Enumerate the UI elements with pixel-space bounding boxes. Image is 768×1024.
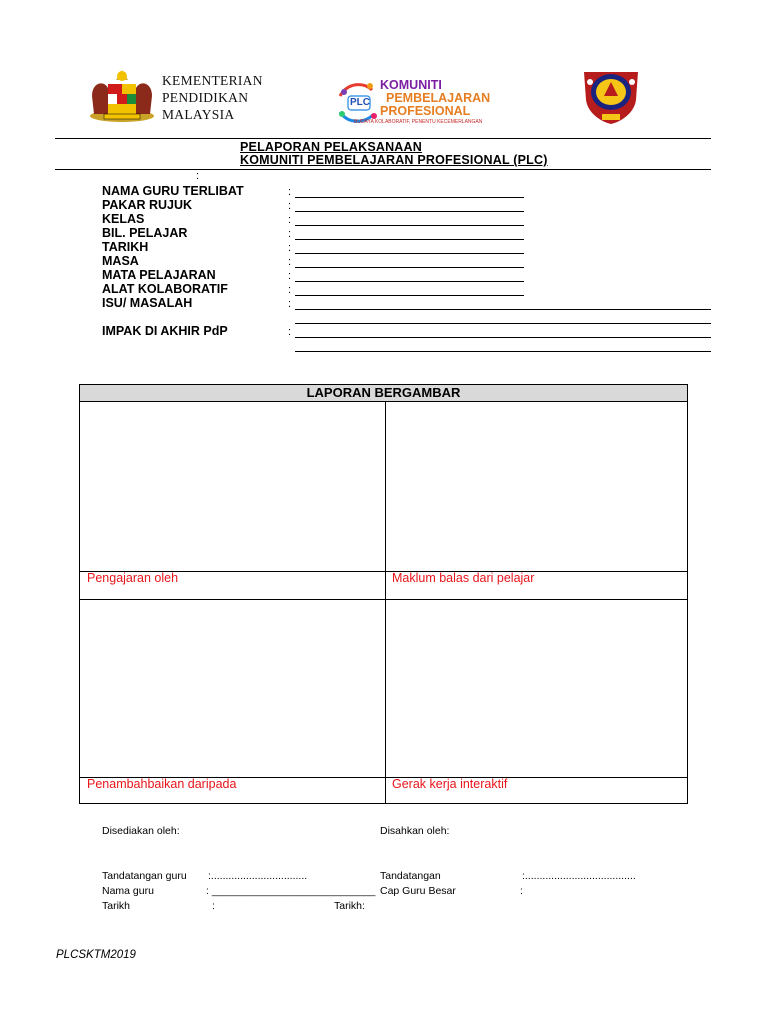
field-label: BIL. PELAJAR [102,226,188,240]
date-label: Tarikh [102,900,131,912]
stray-colon: : [196,170,200,182]
plc-badge: PLC [350,97,370,108]
field-colon: : [288,186,292,198]
bil-pelajar-input-line[interactable] [295,239,524,240]
nama-guru-input-line[interactable] [295,197,524,198]
ministry-name [162,72,263,123]
field-colon: : [288,270,292,282]
plc-line-3: PROFESIONAL [380,104,471,118]
date-label-right: Tarikh: [334,900,365,912]
field-nama-guru [102,184,292,198]
head-stamp-colon: : [520,885,523,897]
document-code: PLCSKTM2019 [56,949,136,961]
field-colon: : [288,298,292,310]
header-rule-top [55,138,711,139]
teacher-name-label: Nama guru [102,885,154,897]
impak-input-line-2[interactable] [295,351,711,352]
masa-input-line[interactable] [295,267,524,268]
malaysia-coat-of-arms-icon [84,66,160,128]
photo-report-table [79,384,688,804]
tarikh-input-line[interactable] [295,253,524,254]
mata-pelajaran-input-line[interactable] [295,281,524,282]
field-pakar-rujuk [102,198,292,212]
field-isu-masalah [102,296,292,310]
head-sign-field[interactable]: :...................................... [522,870,636,882]
teacher-name-field[interactable]: : ____________________________ [206,885,376,897]
photo-slot-1[interactable] [80,402,385,571]
plc-tagline: BUDAYA KOLABORATIF, PENENTU KECEMERLANGAN [354,119,483,125]
field-label: TARIKH [102,240,149,254]
caption-penambahbaikan: Penambahbaikan daripada [87,777,237,791]
teacher-sign-label: Tandatangan guru [102,870,187,882]
school-crest-icon [578,64,644,126]
field-kelas [102,212,292,226]
photo-slot-4[interactable] [386,600,688,777]
field-colon: : [288,284,292,296]
report-title-line-1: PELAPORAN PELAKSANAAN [240,140,422,154]
photo-slot-3[interactable] [80,600,385,777]
plc-line-2: PEMBELAJARAN [386,91,491,105]
plc-logo [334,76,510,128]
header-rule-bottom [55,169,711,170]
field-label: ISU/ MASALAH [102,296,193,310]
field-colon: : [288,326,292,338]
field-mata-pelajaran [102,268,292,282]
isu-masalah-input-line[interactable] [295,309,711,310]
approved-by-label: Disahkan oleh: [380,825,450,837]
photo-report-heading: LAPORAN BERGAMBAR [80,385,687,402]
head-sign-label: Tandatangan [380,870,441,882]
pakar-rujuk-input-line[interactable] [295,211,524,212]
head-stamp-label: Cap Guru Besar [380,885,456,897]
field-tarikh [102,240,292,254]
field-colon: : [288,242,292,254]
field-label: IMPAK DI AKHIR PdP [102,324,228,338]
field-colon: : [288,200,292,212]
ministry-line-1: KEMENTERIAN [162,73,263,88]
caption-gerak-kerja: Gerak kerja interaktif [392,777,508,791]
prepared-by-label: Disediakan oleh: [102,825,180,837]
caption-maklum-balas: Maklum balas dari pelajar [392,571,535,585]
field-label: NAMA GURU TERLIBAT [102,184,244,198]
impak-input-line[interactable] [295,337,711,338]
alat-kolaboratif-input-line[interactable] [295,295,524,296]
field-alat-kolaboratif [102,282,292,296]
caption-pengajaran: Pengajaran oleh [87,571,179,585]
field-colon: : [288,256,292,268]
plc-line-1: KOMUNITI [380,78,442,92]
field-impak [102,324,292,338]
isu-masalah-input-line-2[interactable] [295,323,711,324]
field-colon: : [288,228,292,240]
date-colon: : [212,900,215,912]
field-label: ALAT KOLABORATIF [102,282,228,296]
report-title-line-2: KOMUNITI PEMBELAJARAN PROFESIONAL (PLC) [240,153,548,167]
field-label: MATA PELAJARAN [102,268,216,282]
field-label: KELAS [102,212,145,226]
ministry-line-3: MALAYSIA [162,107,235,122]
field-masa [102,254,292,268]
field-colon: : [288,214,292,226]
kelas-input-line[interactable] [295,225,524,226]
photo-slot-2[interactable] [386,402,688,571]
ministry-line-2: PENDIDIKAN [162,90,249,105]
field-label: MASA [102,254,139,268]
field-bil-pelajar [102,226,292,240]
field-label: PAKAR RUJUK [102,198,193,212]
teacher-sign-field[interactable]: :................................. [208,870,308,882]
